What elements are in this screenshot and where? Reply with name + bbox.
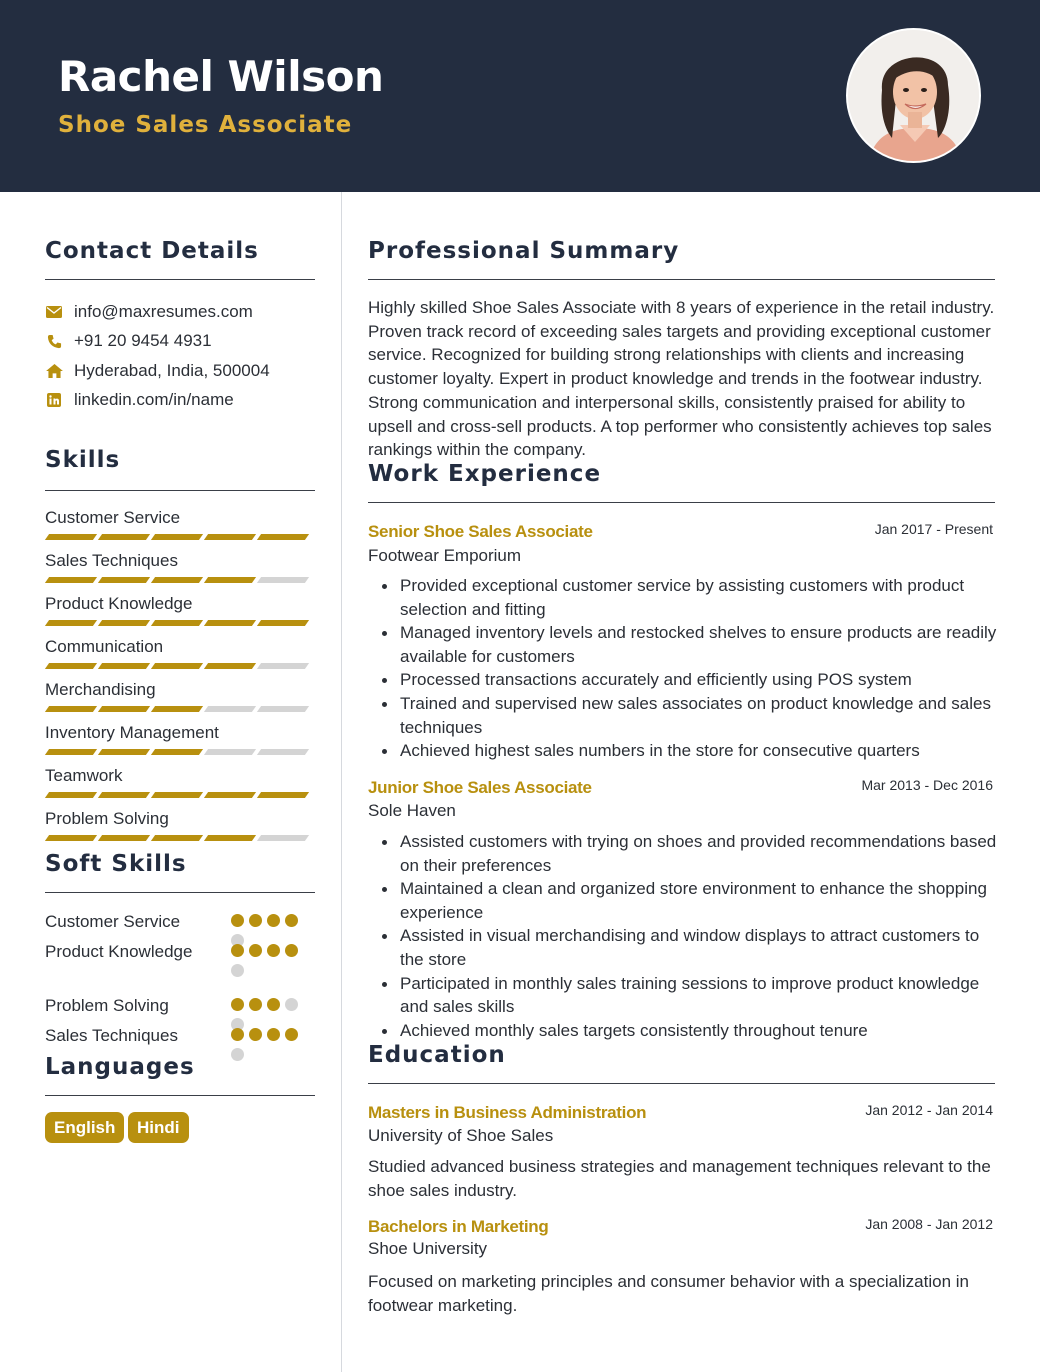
skill-rating-segment (45, 663, 97, 669)
skill-item (45, 680, 315, 712)
skill-item (45, 809, 315, 841)
soft-skill-label: Sales Techniques (45, 1026, 178, 1045)
skill-rating-segment (204, 835, 256, 841)
school-name: Shoe University (368, 1239, 488, 1258)
skill-item (45, 551, 315, 583)
contact-email-text: info@maxresumes.com (74, 302, 253, 321)
soft-skill-rating-dot (285, 914, 298, 927)
skill-label: Teamwork (45, 766, 123, 785)
skill-rating-segment (257, 663, 309, 669)
job-bullets (400, 574, 1000, 763)
skills-rule (45, 490, 315, 491)
job-bullet: Processed transactions accurately and efficiently using POS system (400, 668, 1000, 692)
skill-rating-bars (47, 706, 315, 712)
skill-label: Problem Solving (45, 809, 169, 828)
job-bullet: Trained and supervised new sales associates on product knowledge and sales techniques (400, 692, 1000, 739)
language-badge: English (45, 1112, 124, 1143)
summary-text: Highly skilled Shoe Sales Associate with 8 years of experience in the retail industry. Proven track record of exceeding sales targets and providing exceptional customer service. Recognized for building strong relationships with clients and increasing customer loyalty. Expert in product knowledge and trends in the footwear industry. Strong communication and interpersonal skills, consistently praised for ability to upsell and cross-sell products. A top performer who consistently achieves top sales rankings within the company. (368, 298, 995, 460)
soft-skill-rating-dot (267, 998, 280, 1011)
skill-rating-segment (151, 706, 203, 712)
skill-rating-bars (47, 534, 315, 540)
soft-skill-rating-dot (231, 1028, 244, 1041)
skill-label: Inventory Management (45, 723, 219, 742)
skill-rating-segment (151, 835, 203, 841)
skill-rating-segment (45, 577, 97, 583)
phone-icon (45, 332, 63, 350)
skill-rating-segment (204, 792, 256, 798)
skill-rating-segment (98, 706, 150, 712)
skill-rating-segment (98, 577, 150, 583)
soft-skill-rating-dot (231, 998, 244, 1011)
resume-header (0, 0, 1040, 192)
skill-rating-segment (98, 663, 150, 669)
job-company: Footwear Emporium (368, 546, 522, 565)
skill-label: Product Knowledge (45, 594, 193, 613)
contact-linkedin[interactable] (45, 390, 234, 410)
degree-title: Bachelors in Marketing (368, 1217, 549, 1236)
job-bullet: Achieved monthly sales targets consistently throughout tenure (400, 1019, 1000, 1043)
skill-rating-segment (257, 749, 309, 755)
skill-rating-segment (151, 749, 203, 755)
job-bullet: Achieved highest sales numbers in the store for consecutive quarters (400, 739, 1000, 763)
experience-section-title: Work Experience (368, 461, 602, 487)
skill-rating-segment (98, 534, 150, 540)
skill-rating-segment (151, 534, 203, 540)
language-badge: Hindi (128, 1112, 189, 1143)
skill-rating-segment (204, 534, 256, 540)
soft-skill-rating-dot (267, 914, 280, 927)
job-bullet: Managed inventory levels and restocked shelves to ensure products are readily available for customers (400, 621, 1000, 668)
skill-rating-segment (45, 620, 97, 626)
skill-rating-bars (47, 620, 315, 626)
envelope-icon (45, 303, 63, 321)
skill-label: Communication (45, 637, 164, 656)
skill-item (45, 637, 315, 669)
soft-skill-rating-dot (231, 944, 244, 957)
skill-item (45, 594, 315, 626)
skill-label: Merchandising (45, 680, 156, 699)
job-title: Junior Shoe Sales Associate (368, 778, 592, 797)
skill-rating-segment (98, 792, 150, 798)
skill-rating-segment (204, 577, 256, 583)
contact-address-text: Hyderabad, India, 500004 (74, 361, 270, 380)
linkedin-icon (45, 391, 63, 409)
degree-date: Jan 2012 - Jan 2014 (865, 1102, 993, 1118)
degree-date: Jan 2008 - Jan 2012 (865, 1216, 993, 1232)
skill-rating-segment (204, 706, 256, 712)
soft-skill-rating-dot (249, 944, 262, 957)
skill-rating-bars (47, 792, 315, 798)
skill-item (45, 723, 315, 755)
experience-rule (368, 502, 995, 503)
job-bullets (400, 830, 1000, 1042)
contact-phone[interactable] (45, 331, 212, 351)
soft-skill-rating-dot (267, 1028, 280, 1041)
skill-rating-segment (45, 835, 97, 841)
job-date: Jan 2017 - Present (874, 521, 993, 537)
soft-skill-label: Product Knowledge (45, 942, 193, 961)
skill-rating-segment (257, 620, 309, 626)
skill-rating-segment (257, 835, 309, 841)
soft-skill-rating-dot (231, 1048, 244, 1061)
contact-phone-text: +91 20 9454 4931 (74, 331, 212, 350)
job-bullet: Participated in monthly sales training sessions to improve product knowledge and sales skills (400, 972, 1000, 1019)
soft-skill-label: Problem Solving (45, 996, 169, 1015)
degree-description: Focused on marketing principles and consumer behavior with a specialization in footwear marketing. (368, 1272, 969, 1315)
candidate-name: Rachel Wilson (58, 52, 384, 101)
degree-description: Studied advanced business strategies and management techniques relevant to the shoe sales industry. (368, 1157, 991, 1200)
skills-section-title: Skills (45, 447, 121, 473)
skill-rating-segment (98, 620, 150, 626)
soft-skill-rating-dot (249, 1028, 262, 1041)
soft-skill-rating-dot (249, 998, 262, 1011)
job-bullet: Provided exceptional customer service by assisting customers with product selection and fitting (400, 574, 1000, 621)
candidate-role: Shoe Sales Associate (58, 112, 353, 138)
skill-rating-segment (257, 706, 309, 712)
job-bullet: Assisted customers with trying on shoes and provided recommendations based on their preferences (400, 830, 1000, 877)
skill-rating-segment (45, 749, 97, 755)
skill-label: Sales Techniques (45, 551, 178, 570)
soft-skills-rule (45, 892, 315, 893)
soft-skill-rating-dot (285, 1028, 298, 1041)
soft-skill-rating-dot (267, 944, 280, 957)
soft-skill-label: Customer Service (45, 912, 181, 931)
skill-rating-segment (45, 706, 97, 712)
skill-rating-segment (151, 663, 203, 669)
skill-rating-segment (151, 577, 203, 583)
education-section-title: Education (368, 1042, 506, 1068)
soft-skills-section-title: Soft Skills (45, 851, 187, 877)
skill-rating-segment (45, 534, 97, 540)
skill-rating-segment (98, 835, 150, 841)
skill-rating-segment (257, 792, 309, 798)
skill-rating-segment (45, 792, 97, 798)
avatar (846, 28, 981, 163)
column-divider (341, 192, 342, 1372)
skill-item (45, 766, 315, 798)
skill-rating-bars (47, 577, 315, 583)
soft-skill-rating-dot (285, 998, 298, 1011)
avatar-portrait-icon (848, 30, 981, 163)
job-title: Senior Shoe Sales Associate (368, 522, 593, 541)
soft-skill-rating-dot (231, 964, 244, 977)
school-name: University of Shoe Sales (368, 1126, 554, 1145)
skill-rating-segment (257, 534, 309, 540)
contact-rule (45, 279, 315, 280)
skill-rating-segment (98, 749, 150, 755)
skill-rating-segment (151, 620, 203, 626)
contact-address (45, 361, 270, 381)
skill-rating-bars (47, 749, 315, 755)
skill-rating-segment (204, 749, 256, 755)
summary-section-title: Professional Summary (368, 238, 680, 264)
education-rule (368, 1083, 995, 1084)
skill-label: Customer Service (45, 508, 181, 527)
job-bullet: Maintained a clean and organized store environment to enhance the shopping experience (400, 877, 1000, 924)
languages-section-title: Languages (45, 1054, 195, 1080)
home-icon (45, 362, 63, 380)
contact-linkedin-text: linkedin.com/in/name (74, 390, 234, 409)
skill-rating-segment (257, 577, 309, 583)
skill-rating-bars (47, 835, 315, 841)
skill-rating-segment (151, 792, 203, 798)
soft-skill-rating-dot (285, 944, 298, 957)
soft-skill-rating-dot (249, 914, 262, 927)
skill-item (45, 508, 315, 540)
degree-title: Masters in Business Administration (368, 1103, 647, 1122)
job-company: Sole Haven (368, 801, 456, 820)
skill-rating-bars (47, 663, 315, 669)
contact-section-title: Contact Details (45, 238, 259, 264)
skill-rating-segment (204, 663, 256, 669)
soft-skill-rating-dot (231, 914, 244, 927)
skill-rating-segment (204, 620, 256, 626)
contact-email[interactable] (45, 302, 253, 322)
job-bullet: Assisted in visual merchandising and window displays to attract customers to the store (400, 924, 1000, 971)
summary-rule (368, 279, 995, 280)
languages-rule (45, 1095, 315, 1096)
job-date: Mar 2013 - Dec 2016 (861, 777, 993, 793)
